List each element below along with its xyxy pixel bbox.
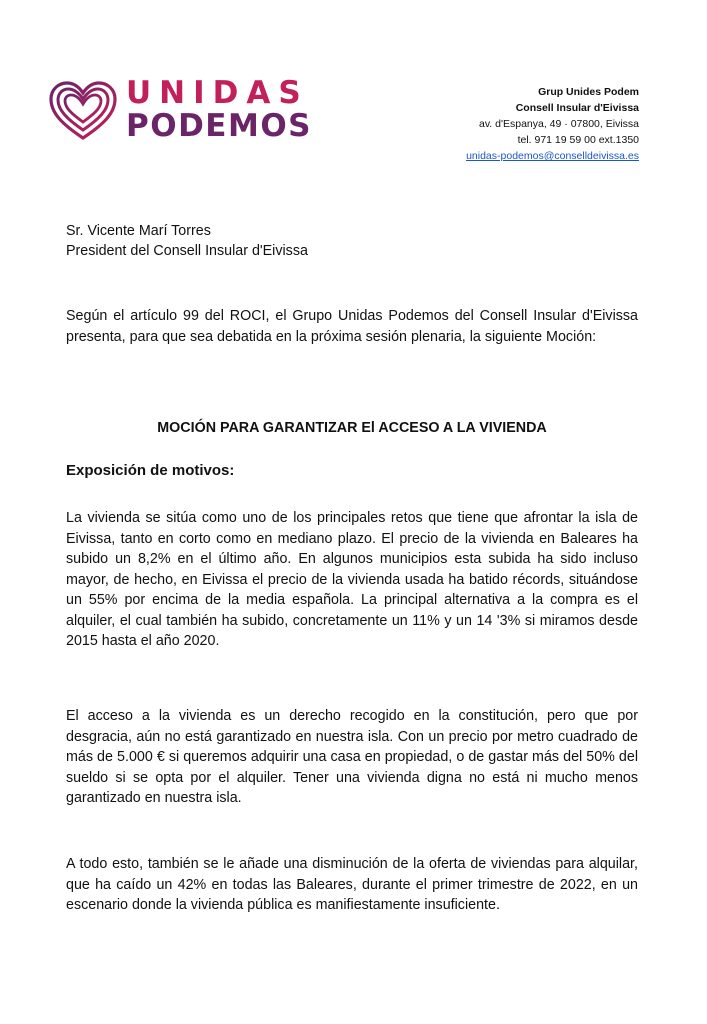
addressee-role: President del Consell Insular d'Eivissa bbox=[66, 243, 308, 259]
contact-address: av. d'Espanya, 49 · 07800, Eivissa bbox=[479, 118, 639, 130]
addressee-block bbox=[66, 221, 308, 261]
intro-paragraph: Según el artículo 99 del ROCI, el Grupo Unidas Podemos del Consell Insular d'Eivissa presenta, para que sea debatida en la próxima sesión plenaria, la siguiente Moción: bbox=[66, 308, 638, 345]
body-paragraph: La vivienda se sitúa como uno de los principales retos que tiene que afrontar la isla de Eivissa, tanto en corto como en mediano plazo. El precio de la vivienda en Baleares ha subido un 8,2% en el último año. En algunos municipios esta subida ha sido incluso mayor, de hecho, en Eivissa el precio de la vivienda usada ha batido récords, situándose un 55% por encima de la media española. La principal alternativa a la compra es el alquiler, el cual también ha subido, concretamente un 11% y un 14 '3% si miramos desde 2015 hasta el año 2020. bbox=[66, 510, 638, 649]
section-heading: Exposición de motivos: bbox=[66, 462, 235, 479]
heart-logo-icon bbox=[48, 80, 118, 142]
motion-title: MOCIÓN PARA GARANTIZAR El ACCESO A LA VIVIENDA bbox=[157, 420, 547, 436]
addressee-name: Sr. Vicente Marí Torres bbox=[66, 223, 211, 239]
logo-text-unidas: UNIDAS bbox=[126, 75, 309, 111]
party-logo bbox=[48, 75, 338, 148]
contact-email-link[interactable]: unidas-podemos@conselldeivissa.es bbox=[466, 150, 639, 162]
contact-phone: tel. 971 19 59 00 ext.1350 bbox=[517, 134, 639, 146]
body-paragraph: A todo esto, también se le añade una disminución de la oferta de viviendas para alquilar, que ha caído un 42% en todas las Baleares, durante el primer trimestre de 2022, en un escenario donde la vivienda pública es manifiestamente insuficiente. bbox=[66, 856, 638, 913]
contact-block bbox=[466, 84, 639, 164]
contact-council: Consell Insular d'Eivissa bbox=[515, 102, 639, 114]
body-paragraph: El acceso a la vivienda es un derecho recogido en la constitución, pero que por desgracia, aún no está garantizado en nuestra isla. Con un precio por metro cuadrado de más de 5.000 € si queremos adquirir una casa en propiedad, o de gastar más del 50% del sueldo si se opta por el alquiler. Tener una vivienda digna no está ni mucho menos garantizado en nuestra isla. bbox=[66, 708, 638, 806]
contact-group: Grup Unides Podem bbox=[538, 86, 639, 98]
logo-text-podemos: PODEMOS bbox=[126, 108, 313, 144]
